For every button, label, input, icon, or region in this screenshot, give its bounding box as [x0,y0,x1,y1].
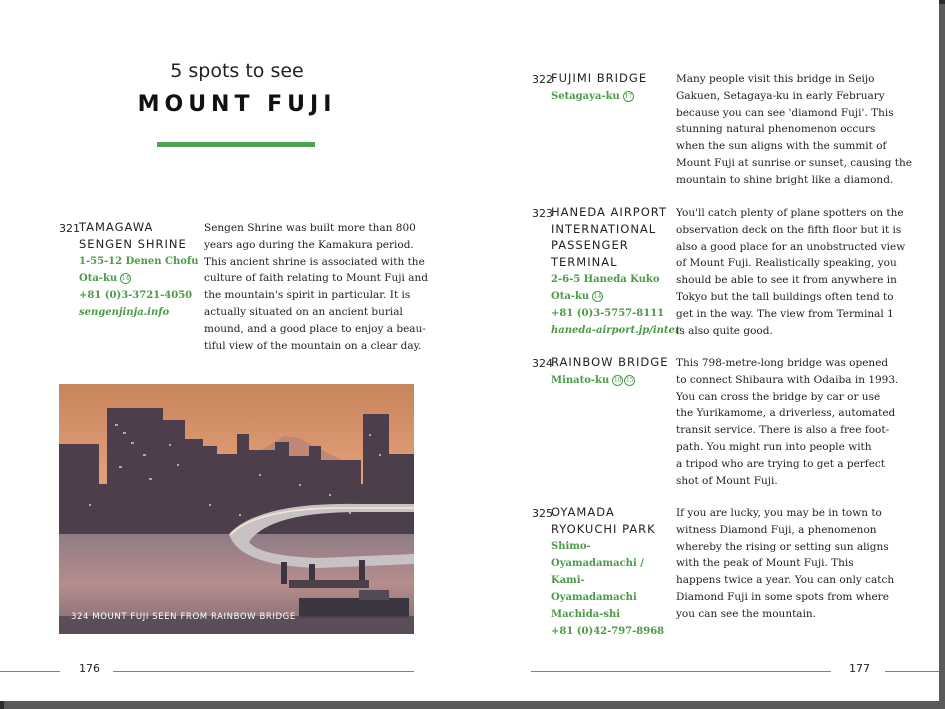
spot-description: Many people visit this bridge in Seijo Gakuen, Setagaya-ku in early February because you can see 'diamond Fuji'. This stunning natural phenomenon occurs when the sun aligns with the summit of Mount Fuji at sunrise or sunset, causing the mountain to shine bright like a diamond. [676,73,912,186]
spot-number: 323 [532,207,553,220]
page-number-right: 177 [849,662,870,675]
spot-address-line: Ota-ku [79,273,118,284]
spot-info [551,88,634,105]
spot-info [551,271,681,339]
spot-description: You'll catch plenty of plane spotters on the observation deck on the fifth floor but it is also a good place for an unobstructed view of Mount Fuji. Realistically speaking, you should be able to see it from anywhere in Tokyo but the tall buildings often tend to get in the way. The view from Terminal 1 is also quite good. [676,207,906,337]
spot-number: 322 [532,73,553,86]
spot-name: FUJIMI BRIDGE [551,71,648,85]
spot-name: TAMAGAWA SENGEN SHRINE [79,220,187,251]
area-badge-icon: 17 [624,93,633,100]
spot-info [551,538,664,640]
area-badge-icon: 14 [593,293,602,300]
spot-address-line: 1-55-12 Denen Chofu [79,256,199,267]
spot-name: OYAMADA RYOKUCHI PARK [551,505,656,536]
spot-address-line: Oyamadamachi / [551,558,644,569]
spot-phone[interactable]: +81 (0)42-797-8968 [551,626,665,637]
spot-phone[interactable]: +81 (0)3-5757-8111 [551,308,665,319]
area-badge-icon: 10 [613,377,622,384]
spot-info [79,253,198,321]
rainbow-bridge-photo [59,384,414,634]
spot-address-line: Oyamadamachi [551,592,637,603]
title-divider [157,142,315,147]
spot-phone[interactable]: +81 (0)3-3721-4050 [79,290,193,301]
spot-address-line: Kami- [551,575,585,586]
spot-address-line: Ota-ku [551,291,590,302]
footer-rule [113,671,414,672]
photo-caption: 324 MOUNT FUJI SEEN FROM RAINBOW BRIDGE [71,612,296,622]
spot-number: 324 [532,357,553,370]
footer-rule [885,671,939,672]
spot-address-line: Shimo- [551,541,591,552]
spot-address-line: Minato-ku [551,375,610,386]
spot-number: 325 [532,507,553,520]
spot-name: RAINBOW BRIDGE [551,355,669,369]
spot-description: If you are lucky, you may be in town to witness Diamond Fuji, a phenomenon whereby the rising or setting sun aligns with the peak of Mount Fuji. This happens twice a year. You can only catch Diamond Fuji in some spots from where you can see the mountain. [676,507,895,620]
page-edge-shadow [4,701,945,709]
spot-number: 321 [59,222,80,235]
footer-rule [0,671,60,672]
spot-address-line: Machida-shi [551,609,621,620]
spot-name: HANEDA AIRPORT INTERNATIONAL PASSENGER TERMINAL [551,205,667,269]
area-badge-icon: 15 [625,377,634,384]
section-title: MOUNT FUJI [137,92,337,117]
spot-website-link[interactable]: sengenjinja.info [79,307,170,318]
area-badge-icon: 14 [121,275,130,282]
section-subtitle: 5 spots to see [170,60,304,82]
spot-website-link[interactable]: haneda-airport.jp/inter [551,325,681,336]
page-number-left: 176 [79,662,100,675]
footer-rule [531,671,831,672]
spot-description: Sengen Shrine was built more than 800 years ago during the Kamakura period. This ancient shrine is associated with the culture of faith relating to Mount Fuji and the mountain's spirit in particular. It is actually situated on an ancient burial mound, and a good place to enjoy a beau- tiful view of the mountain on a clear day. [204,222,428,352]
spot-info [551,372,635,389]
spot-description: This 798-metre-long bridge was opened to connect Shibaura with Odaiba in 1993. You can cross the bridge by car or use the Yurikamome, a driverless, automated transit service. There is also a free foot- path. You might run into people with a tripod who are trying to get a perfect shot of Mount Fuji. [676,357,899,487]
spot-address-line: Setagaya-ku [551,91,620,102]
page-edge-shadow [939,4,945,709]
spot-address-line: 2-6-5 Haneda Kuko [551,274,660,285]
